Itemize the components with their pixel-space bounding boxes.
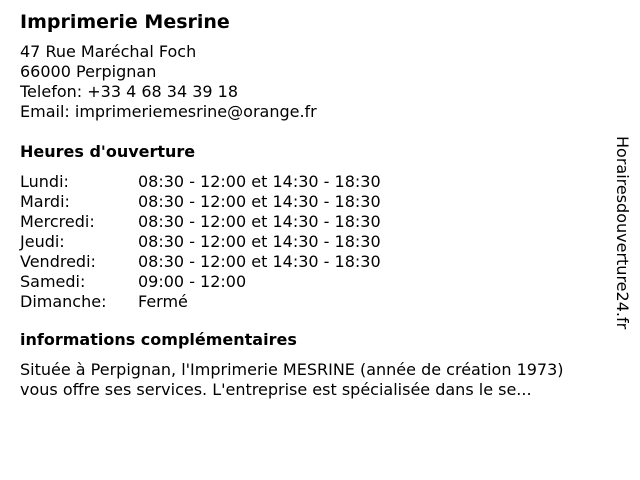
business-description: Située à Perpignan, l'Imprimerie MESRINE (année de création 1973) vous offre ses services. L'entreprise est spécialisée dans le se...	[20, 360, 564, 399]
day-label: Lundi:	[20, 172, 69, 191]
hours-row-wednesday	[20, 212, 381, 232]
day-hours: Fermé	[138, 292, 188, 311]
site-watermark: Horairesdouverture24.fr	[613, 136, 632, 330]
phone-number: Telefon: +33 4 68 34 39 18	[20, 82, 239, 101]
business-card	[20, 10, 620, 400]
day-label: Samedi:	[20, 272, 86, 291]
hours-row-friday	[20, 252, 381, 272]
email-address: Email: imprimeriemesrine@orange.fr	[20, 102, 317, 121]
address-street: 47 Rue Maréchal Foch	[20, 42, 197, 61]
day-hours: 09:00 - 12:00	[138, 272, 247, 291]
hours-row-sunday	[20, 292, 381, 312]
day-label: Jeudi:	[20, 232, 65, 251]
hours-row-monday	[20, 172, 381, 192]
opening-hours-table	[20, 172, 381, 312]
day-hours: 08:30 - 12:00 et 14:30 - 18:30	[138, 232, 381, 251]
hours-row-thursday	[20, 232, 381, 252]
business-name: Imprimerie Mesrine	[20, 11, 230, 33]
day-hours: 08:30 - 12:00 et 14:30 - 18:30	[138, 192, 381, 211]
opening-hours-heading: Heures d'ouverture	[20, 142, 196, 161]
day-hours: 08:30 - 12:00 et 14:30 - 18:30	[138, 212, 381, 231]
address-city: 66000 Perpignan	[20, 62, 157, 81]
hours-row-tuesday	[20, 192, 381, 212]
day-label: Mercredi:	[20, 212, 95, 231]
day-label: Mardi:	[20, 192, 70, 211]
hours-row-saturday	[20, 272, 381, 292]
day-label: Dimanche:	[20, 292, 107, 311]
day-hours: 08:30 - 12:00 et 14:30 - 18:30	[138, 252, 381, 271]
additional-info-heading: informations complémentaires	[20, 330, 297, 349]
day-label: Vendredi:	[20, 252, 96, 271]
day-hours: 08:30 - 12:00 et 14:30 - 18:30	[138, 172, 381, 191]
